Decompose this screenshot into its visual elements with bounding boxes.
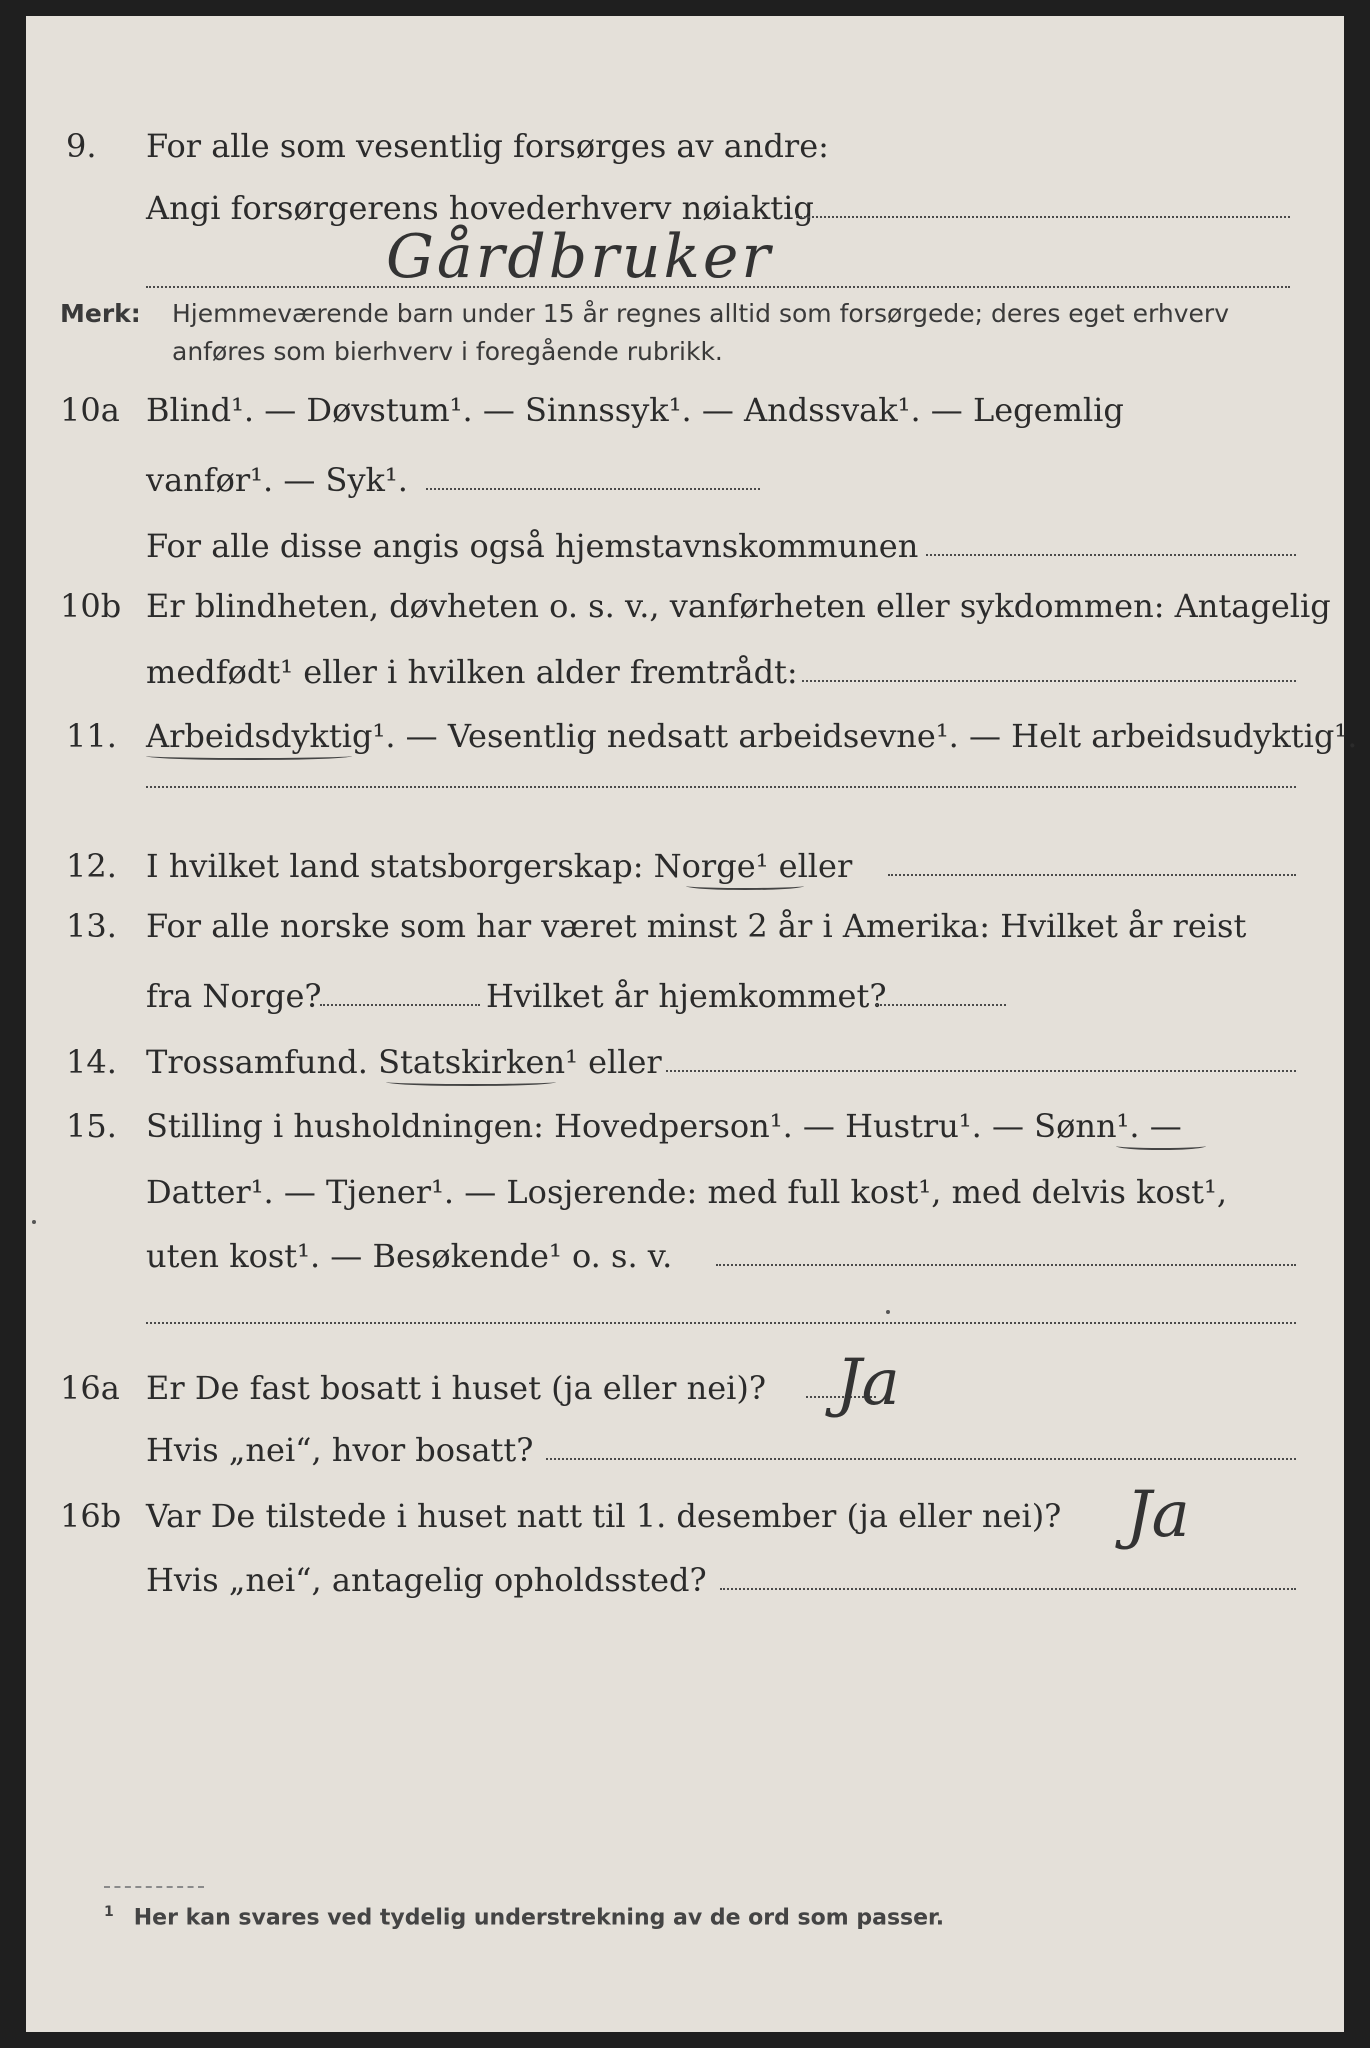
q13-text-2a: fra Norge? [146, 977, 322, 1015]
q16b-text-2: Hvis „nei“, antagelig opholdssted? [146, 1561, 707, 1599]
merk-label: Merk: [60, 299, 141, 328]
q14-number: 14. [66, 1043, 117, 1081]
q15-text-3: uten kost¹. — Besøkende¹ o. s. v. [146, 1237, 673, 1275]
q16b-text: Var De tilstede i huset natt til 1. desember (ja eller nei)? [146, 1497, 1062, 1535]
q13-number: 13. [66, 907, 117, 945]
q16b-handwritten-answer: Ja [1126, 1478, 1190, 1552]
q9-dotted-line [796, 216, 1290, 218]
q10a-dotted-line [426, 488, 760, 490]
q15-text: Stilling i husholdningen: Hovedperson¹. — Hustru¹. — Sønn¹. — [146, 1107, 1182, 1145]
q9-text-2: Angi forsørgerens hovederhverv nøiaktig [146, 189, 814, 227]
q16a-dotted-line-2 [546, 1458, 1296, 1460]
footnote-mark: 1 [104, 1904, 114, 1920]
q9-answer-line [146, 286, 1290, 288]
q14-text: Trossamfund. Statskirken¹ eller [146, 1043, 662, 1081]
q9-text: For alle som vesentlig forsørges av andre: [146, 127, 829, 165]
q11-dotted-line [146, 786, 1296, 788]
q10b-text: Er blindheten, døvheten o. s. v., vanførheten eller sykdommen: Antagelig [146, 587, 1331, 625]
census-form-page [26, 16, 1358, 2032]
q16a-text: Er De fast bosatt i huset (ja eller nei)? [146, 1369, 767, 1407]
footnote-text: Her kan svares ved tydelig understrekning av de ord som passer. [133, 1905, 945, 1931]
q13-dotted-line-a [320, 1004, 480, 1006]
q10b-dotted-line [802, 680, 1296, 682]
q13-text-2b: Hvilket år hjemkommet? [486, 977, 887, 1015]
q10a-dotted-line-2 [926, 554, 1296, 556]
q12-dotted-line [888, 874, 1296, 876]
q11-text: Arbeidsdyktig¹. — Vesentlig nedsatt arbeidsevne¹. — Helt arbeidsudyktig¹. [146, 717, 1358, 755]
footnote-rule [104, 1886, 204, 1888]
norge-underline [686, 882, 804, 890]
q15-number: 15. [66, 1107, 117, 1145]
q11-number: 11. [66, 717, 117, 755]
ink-speck [886, 1310, 890, 1314]
merk-text-1: Hjemmeværende barn under 15 år regnes alltid som forsørgede; deres eget erhverv [172, 299, 1229, 328]
arbeidsdyktig-underline [146, 752, 352, 760]
q15-dotted-line [716, 1264, 1296, 1266]
merk-text-2: anføres som bierhverv i foregående rubrikk. [172, 337, 723, 366]
q16a-handwritten-answer: Ja [836, 1346, 900, 1420]
q14-dotted-line [666, 1070, 1296, 1072]
q15-dotted-line-2 [146, 1322, 1296, 1324]
q10a-text-2: vanfør¹. — Syk¹. [146, 461, 408, 499]
q15-text-2: Datter¹. — Tjener¹. — Losjerende: med full kost¹, med delvis kost¹, [146, 1173, 1228, 1211]
q16a-number: 16a [60, 1369, 120, 1407]
q10b-number: 10b [60, 587, 122, 625]
q10a-text: Blind¹. — Døvstum¹. — Sinnssyk¹. — Andssvak¹. — Legemlig [146, 391, 1124, 429]
q16b-dotted-line [720, 1588, 1296, 1590]
q9-handwritten-answer: Gårdbruker [386, 222, 774, 292]
q16b-number: 16b [60, 1497, 122, 1535]
q13-text: For alle norske som har været minst 2 år i Amerika: Hvilket år reist [146, 907, 1247, 945]
q16a-text-2: Hvis „nei“, hvor bosatt? [146, 1431, 534, 1469]
footnote [104, 1904, 944, 1930]
q10a-number: 10a [60, 391, 120, 429]
q12-text: I hvilket land statsborgerskap: Norge¹ eller [146, 847, 853, 885]
q13-dotted-line-b [876, 1004, 1006, 1006]
q12-number: 12. [66, 847, 117, 885]
q9-number: 9. [66, 127, 97, 165]
ink-speck [32, 1220, 36, 1224]
statskirken-underline [386, 1078, 556, 1086]
sonn-underline [1116, 1142, 1206, 1150]
q10a-text-3: For alle disse angis også hjemstavnskommunen [146, 527, 919, 565]
q10b-text-2: medfødt¹ eller i hvilken alder fremtrådt: [146, 653, 798, 691]
